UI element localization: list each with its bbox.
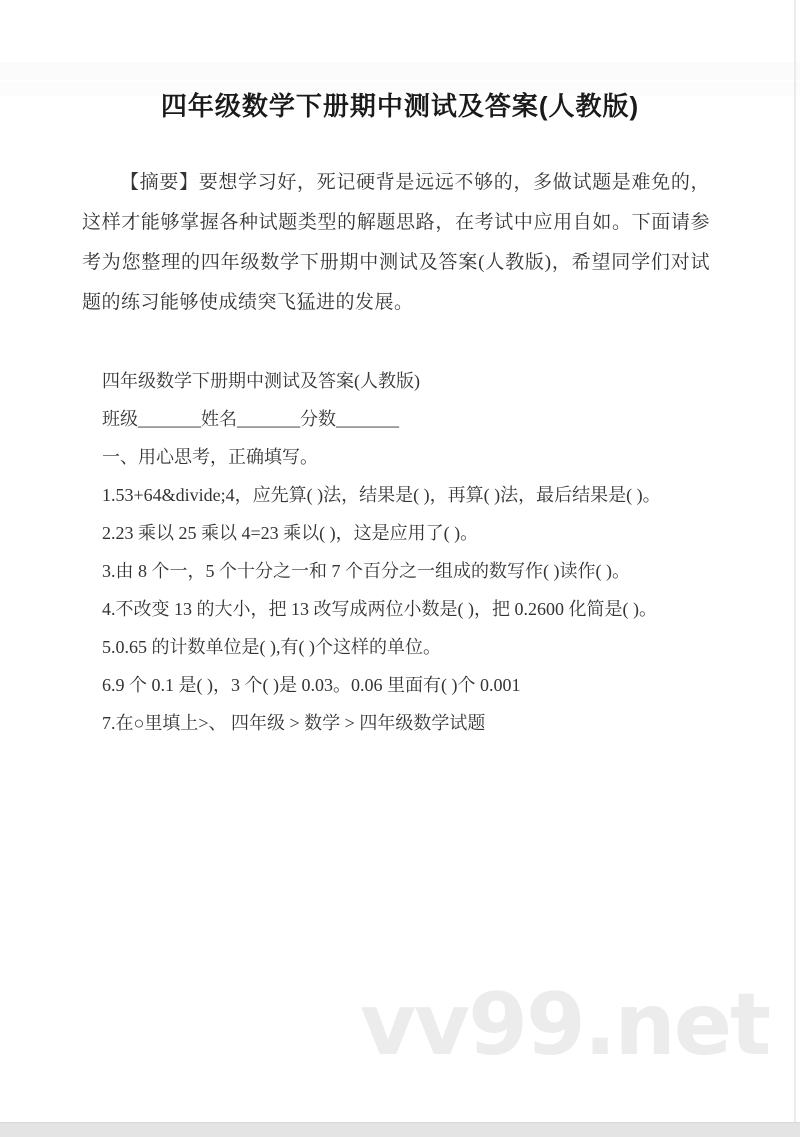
body-line-question-5: 5.0.65 的计数单位是( ),有( )个这样的单位。 [102, 637, 441, 657]
page-title: 四年级数学下册期中测试及答案(人教版) [160, 91, 640, 121]
site-watermark: vv99.net [360, 975, 770, 1075]
body-line-question-7: 7.在○里填上>、 四年级 > 数学 > 四年级数学试题 [102, 713, 486, 733]
abstract-paragraph: 【摘要】要想学习好，死记硬背是远远不够的，多做试题是难免的，这样才能够掌握各种试题类型的解题思路，在考试中应用自如。下面请参考为您整理的四年级数学下册期中测试及答案(人教版)，希望同学们对试题的练习能够使成绩突飞猛进的发展。 [82, 172, 710, 313]
page-gap-bar [0, 1122, 800, 1137]
body-line-name-fields: 班级_______姓名_______分数_______ [102, 409, 399, 429]
body-line-question-3: 3.由 8 个一，5 个十分之一和 7 个百分之一组成的数写作( )读作( )。 [102, 561, 630, 581]
page-edge-line [794, 0, 796, 1122]
body-line-question-2: 2.23 乘以 25 乘以 4=23 乘以( )，这是应用了( )。 [102, 523, 479, 543]
scan-artifact-band [0, 62, 800, 80]
body-line-question-4: 4.不改变 13 的大小，把 13 改写成两位小数是( )，把 0.2600 化简是( )。 [102, 599, 657, 619]
body-line-section-one: 一、用心思考，正确填写。 [102, 447, 318, 467]
test-body [102, 362, 722, 742]
body-line-subtitle: 四年级数学下册期中测试及答案(人教版) [102, 371, 420, 391]
body-line-question-1: 1.53+64&divide;4，应先算( )法，结果是( )，再算( )法，最后结果是( )。 [102, 485, 661, 505]
body-line-question-6: 6.9 个 0.1 是( )，3 个( )是 0.03。0.06 里面有( )个 0.001 [102, 675, 521, 695]
